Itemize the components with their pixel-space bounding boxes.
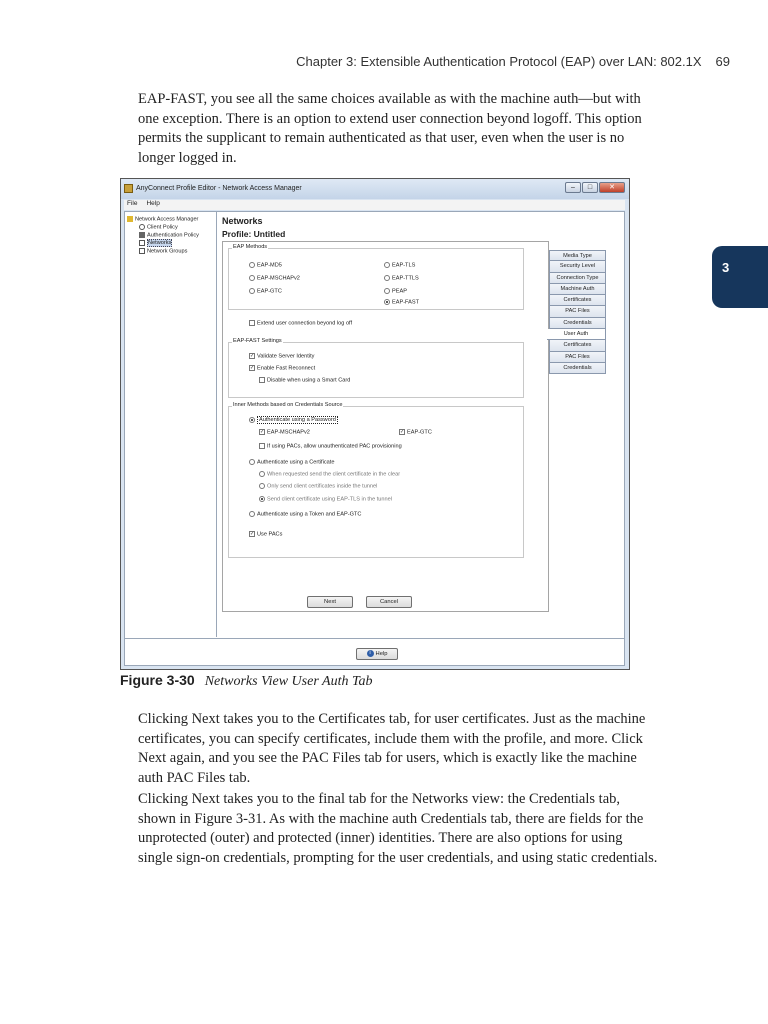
page-number: 69 (715, 54, 730, 69)
radio-icon (249, 459, 255, 465)
tab-user-auth[interactable]: User Auth (547, 329, 606, 340)
inner-gtc-checkbox[interactable] (399, 429, 432, 435)
navigation-tree (125, 212, 217, 637)
paragraph-intro: EAP-FAST, you see all the same choices available as with the machine auth—but with one exception. There is an option to extend user connection beyond logoff. This option permits the supplicant to remain authenticated as that user, even when the user is no longer logged in. (138, 91, 642, 166)
tab-security-level[interactable]: Security Level (549, 261, 606, 272)
eap-fast-settings-label: EAP-FAST Settings (233, 338, 282, 344)
figure-caption (120, 672, 372, 690)
tree-root-label: Network Access Manager (135, 216, 199, 223)
cancel-button[interactable]: Cancel (366, 596, 412, 608)
use-pacs-checkbox[interactable] (249, 531, 282, 537)
paragraph-credentials: Clicking Next takes you to the final tab for the Networks view: the Credentials tab, shown in Figure 3-31. As with the machine auth Credentials tab, there are fields for the unprotected (outer) and protected (inner) identities. There are also options for using single sign-on credentials, prompting for the user credentials, and using static credentials. (138, 791, 658, 866)
tab-machine-auth[interactable]: Machine Auth (549, 284, 606, 295)
figure-title: Networks View User Auth Tab (204, 674, 373, 689)
running-header (296, 54, 730, 69)
option-label: EAP-TLS (392, 262, 416, 269)
tree-item-label: Network Groups (147, 248, 188, 255)
gear-icon (139, 224, 145, 230)
menu-help[interactable]: Help (146, 200, 160, 207)
tree-item-authentication-policy[interactable] (139, 232, 199, 238)
tab-machine-credentials[interactable]: Credentials (549, 318, 606, 329)
networks-panel (218, 212, 624, 637)
option-label: EAP-MSCHAPv2 (257, 275, 300, 282)
paragraph-certificates: Clicking Next takes you to the Certificates tab, for user certificates. Just as the machine certificates, you can specify certificates, include them with the profile, and more. Click Next again, and you see the PAC Files tab for users, which is exactly like the machine auth PAC Files tab. (138, 711, 646, 786)
folder-icon (127, 216, 133, 222)
radio-icon (384, 275, 390, 281)
menu-bar (124, 200, 625, 210)
checkbox-checked-icon: ✓ (250, 531, 255, 537)
tab-user-pac-files[interactable]: PAC Files (549, 352, 606, 363)
extend-connection-checkbox[interactable] (249, 320, 352, 326)
tree-item-networks[interactable] (139, 240, 172, 246)
tree-root[interactable] (127, 216, 198, 222)
chapter-title: Chapter 3: Extensible Authentication Protocol (EAP) over LAN: 802.1X (296, 54, 702, 69)
networks-tab-strip (549, 250, 606, 374)
radio-eap-ttls[interactable] (384, 275, 419, 281)
radio-icon (259, 483, 265, 489)
network-group-icon (139, 248, 145, 254)
tab-machine-pac-files[interactable]: PAC Files (549, 306, 606, 317)
help-button[interactable] (356, 648, 398, 660)
option-label: Extend user connection beyond log off (257, 320, 353, 327)
chapter-thumb-tab (712, 246, 768, 308)
app-icon (124, 184, 133, 193)
option-label: Send client certificate using EAP-TLS in the tunnel (267, 496, 392, 503)
option-label: If using PACs, allow unauthenticated PAC provisioning (267, 443, 402, 450)
tree-item-network-groups[interactable] (139, 248, 187, 254)
title-bar (121, 179, 629, 199)
checkbox-icon (249, 320, 255, 326)
help-button-label: Help (375, 651, 388, 657)
radio-icon (249, 275, 255, 281)
tab-user-certificates[interactable]: Certificates (549, 340, 606, 351)
radio-eap-mschapv2[interactable] (249, 275, 300, 281)
fast-reconnect-checkbox[interactable] (249, 365, 315, 371)
option-label: EAP-FAST (392, 299, 420, 306)
tree-item-label: Networks (148, 240, 172, 247)
validate-server-checkbox[interactable] (249, 353, 314, 359)
eap-methods-label: EAP Methods (233, 244, 268, 250)
user-auth-form (222, 241, 549, 612)
inner-mschap-checkbox[interactable] (259, 429, 310, 435)
menu-file[interactable]: File (127, 200, 138, 207)
pac-provisioning-checkbox[interactable] (259, 443, 402, 449)
option-label: Only send client certificates inside the tunnel (267, 483, 378, 490)
tree-item-label: Authentication Policy (147, 232, 199, 239)
radio-auth-token[interactable] (249, 511, 361, 517)
option-label: Validate Server Identity (257, 353, 315, 360)
profile-label: Profile: Untitled (222, 229, 286, 239)
checkbox-checked-icon: ✓ (250, 353, 255, 359)
option-label: Authenticate using a Token and EAP-GTC (257, 511, 362, 518)
radio-icon (259, 471, 265, 477)
option-label: Authenticate using a Certificate (257, 459, 335, 466)
radio-auth-password[interactable] (249, 417, 338, 423)
checkbox-icon (259, 443, 265, 449)
tab-user-credentials[interactable]: Credentials (549, 363, 606, 374)
lock-icon (139, 232, 145, 238)
radio-eap-tls[interactable] (384, 262, 415, 268)
radio-peap[interactable] (384, 288, 407, 294)
radio-eap-fast[interactable] (384, 299, 419, 305)
inner-methods-label: Inner Methods based on Credentials Source (233, 402, 343, 408)
chapter-thumb-label: 3 (722, 260, 730, 275)
page-title: Networks (222, 216, 263, 226)
next-button[interactable]: Next (307, 596, 353, 608)
radio-selected-icon (384, 299, 390, 305)
radio-selected-icon (259, 496, 265, 502)
editor-content (124, 211, 625, 666)
radio-eap-gtc[interactable] (249, 288, 282, 294)
tree-item-client-policy[interactable] (139, 224, 178, 230)
option-label: EAP-MSCHAPv2 (267, 429, 310, 436)
checkbox-checked-icon: ✓ (400, 429, 405, 435)
window-title: AnyConnect Profile Editor - Network Access Manager (136, 185, 302, 192)
checkbox-checked-icon: ✓ (250, 365, 255, 371)
option-label: EAP-GTC (407, 429, 432, 436)
option-label: EAP-GTC (257, 288, 282, 295)
radio-cert-clear[interactable] (259, 471, 400, 477)
profile-editor-window (120, 178, 630, 670)
radio-eap-md5[interactable] (249, 262, 282, 268)
checkbox-icon (259, 377, 265, 383)
info-icon: i (367, 650, 374, 657)
radio-cert-eap-tls[interactable] (259, 496, 392, 502)
option-label: EAP-TTLS (392, 275, 419, 282)
option-label: Enable Fast Reconnect (257, 365, 316, 372)
network-icon (139, 240, 145, 246)
tab-connection-type[interactable]: Connection Type (549, 273, 606, 284)
bottom-bar (125, 638, 624, 667)
option-label: Disable when using a Smart Card (267, 377, 351, 384)
close-button[interactable]: ✕ (599, 182, 625, 193)
radio-icon (384, 288, 390, 294)
radio-icon (249, 288, 255, 294)
option-label: EAP-MD5 (257, 262, 282, 269)
option-label: Use PACs (257, 531, 283, 538)
option-label: Authenticate using a Password (259, 417, 336, 424)
figure-label: Figure 3-30 (120, 672, 195, 688)
radio-icon (249, 511, 255, 517)
radio-icon (249, 262, 255, 268)
checkbox-checked-icon: ✓ (260, 429, 265, 435)
tab-media-type[interactable]: Media Type (549, 250, 606, 261)
radio-selected-icon (249, 417, 255, 423)
radio-icon (384, 262, 390, 268)
radio-cert-tunnel[interactable] (259, 483, 377, 489)
radio-auth-certificate[interactable] (249, 459, 334, 465)
maximize-button[interactable]: □ (582, 182, 598, 193)
tab-machine-certificates[interactable]: Certificates (549, 295, 606, 306)
option-label: When requested send the client certificate in the clear (267, 471, 401, 478)
tree-item-label: Client Policy (147, 224, 178, 231)
minimize-button[interactable]: – (565, 182, 581, 193)
smartcard-checkbox[interactable] (259, 377, 350, 383)
option-label: PEAP (392, 288, 407, 295)
